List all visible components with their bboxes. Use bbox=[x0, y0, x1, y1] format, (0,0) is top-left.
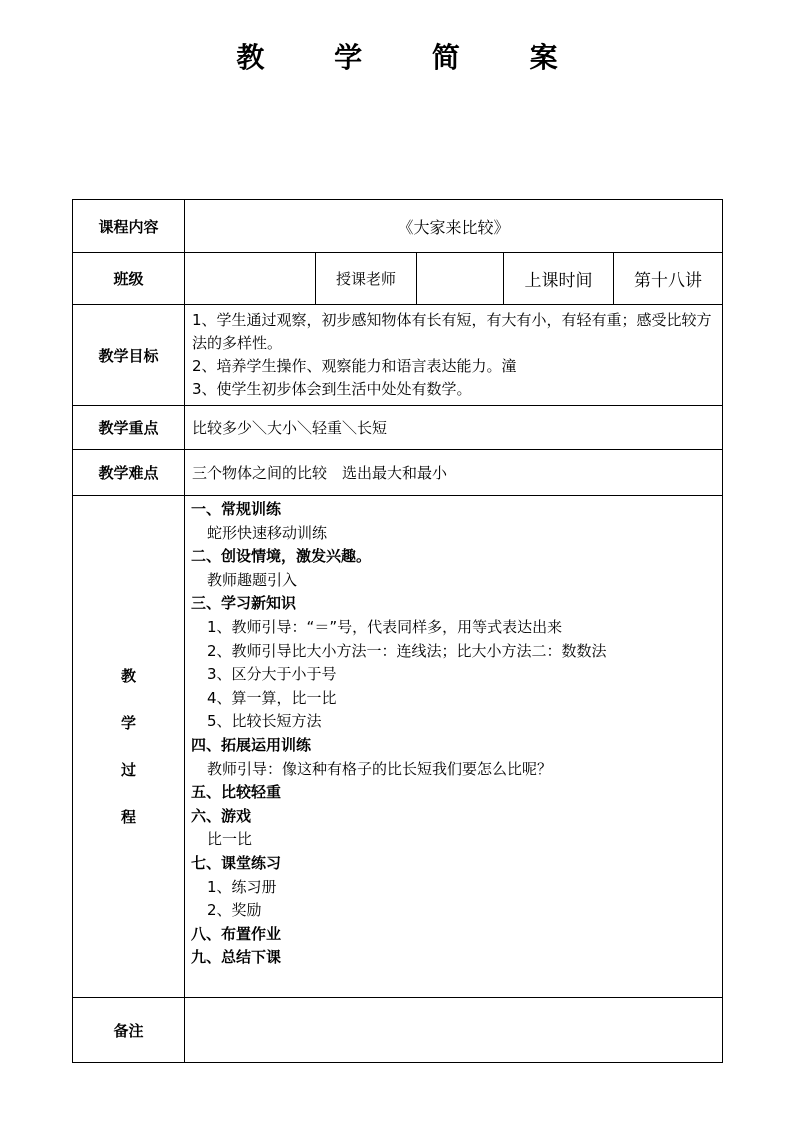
goal-item: 2、培养学生操作、观察能力和语言表达能力。潼 bbox=[192, 357, 517, 375]
goals-cell bbox=[185, 305, 723, 406]
process-item: 教师引导：像这种有格子的比长短我们要怎么比呢？ bbox=[207, 759, 553, 778]
lesson-plan-table bbox=[72, 199, 723, 1063]
process-heading: 八、布置作业 bbox=[191, 924, 282, 943]
process-heading: 一、常规训练 bbox=[191, 500, 282, 518]
class-label: 班级 bbox=[73, 253, 185, 305]
process-item: 4、算一算，比一比 bbox=[207, 688, 337, 707]
class-value bbox=[185, 253, 316, 305]
process-item: 蛇形快速移动训练 bbox=[207, 523, 328, 542]
key-value: 比较多少＼大小＼轻重＼长短 bbox=[185, 406, 723, 450]
course-value: 《大家来比较》 bbox=[185, 200, 723, 253]
goal-item: 1、学生通过观察，初步感知物体有长有短，有大有小，有轻有重；感受比较方法的多样性。 bbox=[192, 311, 712, 352]
key-row bbox=[73, 406, 723, 450]
notes-row bbox=[73, 998, 723, 1063]
teacher-label: 授课老师 bbox=[316, 253, 417, 305]
process-row bbox=[73, 496, 723, 998]
time-label: 上课时间 bbox=[504, 253, 614, 305]
difficulty-row bbox=[73, 450, 723, 496]
page-title: 教 学 简 案 bbox=[236, 41, 588, 74]
class-row bbox=[73, 253, 723, 305]
difficulty-value: 三个物体之间的比较 选出最大和最小 bbox=[185, 450, 723, 496]
process-heading: 五、比较轻重 bbox=[191, 783, 282, 802]
goals-row bbox=[73, 305, 723, 406]
process-label-char: 过 bbox=[120, 760, 136, 779]
process-heading: 九、总结下课 bbox=[191, 948, 282, 967]
key-label: 教学重点 bbox=[73, 406, 185, 450]
notes-label: 备注 bbox=[73, 998, 185, 1063]
process-item: 1、练习册 bbox=[207, 877, 277, 896]
process-label-char: 程 bbox=[120, 807, 136, 826]
process-item: 2、奖励 bbox=[207, 901, 262, 920]
process-item: 2、教师引导比大小方法一：连线法；比大小方法二：数数法 bbox=[207, 641, 607, 660]
process-label-char: 教 bbox=[120, 666, 136, 685]
process-heading: 三、学习新知识 bbox=[191, 594, 297, 613]
teacher-value bbox=[417, 253, 504, 305]
process-label bbox=[73, 496, 185, 998]
notes-value bbox=[185, 998, 723, 1063]
process-label-char: 学 bbox=[120, 713, 136, 732]
process-item: 5、比较长短方法 bbox=[207, 712, 322, 731]
process-cell bbox=[185, 496, 723, 998]
process-item: 1、教师引导：“＝”号，代表同样多，用等式表达出来 bbox=[207, 617, 563, 636]
process-heading: 七、课堂练习 bbox=[191, 853, 282, 872]
course-label: 课程内容 bbox=[73, 200, 185, 253]
goals-label: 教学目标 bbox=[73, 305, 185, 406]
difficulty-label: 教学难点 bbox=[73, 450, 185, 496]
process-heading: 二、创设情境，激发兴趣。 bbox=[191, 547, 372, 566]
goal-item: 3、使学生初步体会到生活中处处有数学。 bbox=[192, 380, 472, 398]
time-value: 第十八讲 bbox=[614, 253, 723, 305]
course-row bbox=[73, 200, 723, 253]
process-item: 比一比 bbox=[207, 830, 253, 849]
process-item: 3、区分大于小于号 bbox=[207, 665, 337, 684]
process-item: 教师趣题引入 bbox=[207, 570, 298, 589]
process-heading: 四、拓展运用训练 bbox=[191, 735, 312, 754]
process-heading: 六、游戏 bbox=[191, 806, 252, 825]
